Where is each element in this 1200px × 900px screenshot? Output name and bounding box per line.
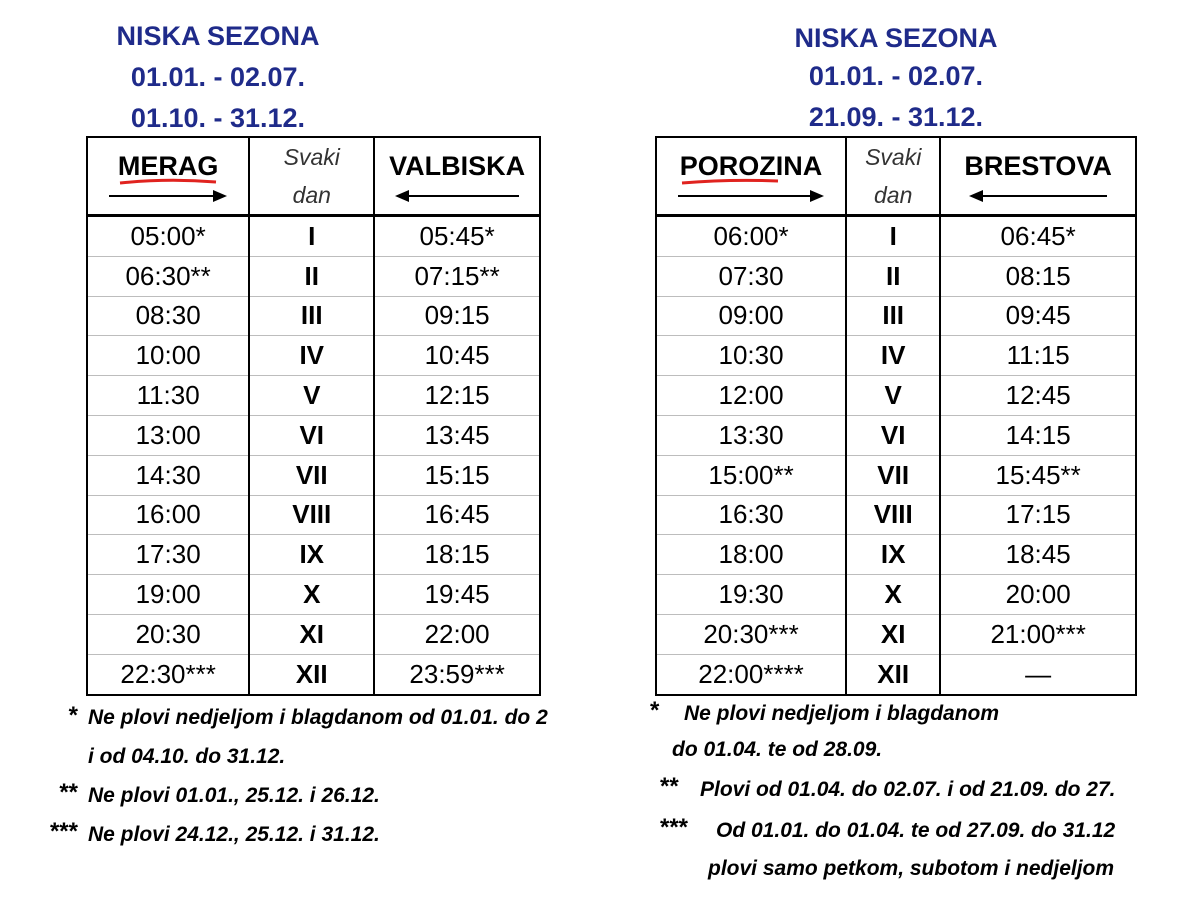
season-period-2: 21.09. - 31.12. bbox=[808, 102, 984, 132]
departure-time: 15:00** bbox=[656, 455, 846, 495]
table-row bbox=[656, 376, 1136, 416]
origin-station: MERAG bbox=[117, 151, 219, 181]
table-row bbox=[87, 415, 540, 455]
trip-number: V bbox=[846, 376, 940, 416]
departure-time: 20:30 bbox=[87, 614, 249, 654]
red-underline-mark bbox=[118, 177, 218, 187]
schedule-table bbox=[655, 136, 1137, 696]
daily-header bbox=[249, 137, 374, 216]
departure-time: 18:00 bbox=[656, 535, 846, 575]
trip-number: XI bbox=[846, 614, 940, 654]
table-row bbox=[656, 654, 1136, 694]
trip-number: V bbox=[249, 376, 374, 416]
footnote-mark: * bbox=[68, 702, 78, 729]
footnote-text: Ne plovi 01.01., 25.12. i 26.12. bbox=[88, 784, 380, 807]
trip-number: IV bbox=[846, 336, 940, 376]
footnote-text: Od 01.01. do 01.04. te od 27.09. do 31.12 bbox=[716, 819, 1116, 842]
table-row bbox=[656, 256, 1136, 296]
return-time: — bbox=[1025, 658, 1052, 689]
table-row bbox=[656, 336, 1136, 376]
timetable-porozina-brestova bbox=[600, 0, 1200, 900]
footnote-text: Ne plovi 24.12., 25.12. i 31.12. bbox=[88, 823, 380, 846]
trip-number: X bbox=[249, 575, 374, 615]
return-time: 23:59*** bbox=[409, 658, 505, 689]
schedule-table bbox=[86, 136, 541, 696]
trip-number: X bbox=[846, 575, 940, 615]
trip-number: I bbox=[846, 216, 940, 257]
table-row bbox=[656, 495, 1136, 535]
return-time: 15:15 bbox=[374, 455, 540, 495]
departure-time: 08:30 bbox=[87, 296, 249, 336]
return-time: 20:00 bbox=[940, 575, 1136, 615]
departure-time: 13:00 bbox=[87, 415, 249, 455]
return-time: 21:00*** bbox=[940, 614, 1136, 654]
departure-time: 14:30 bbox=[87, 455, 249, 495]
table-row bbox=[656, 216, 1136, 257]
departure-time: 09:00 bbox=[656, 296, 846, 336]
return-time: 08:15 bbox=[940, 256, 1136, 296]
return-time: 16:45 bbox=[374, 495, 540, 535]
footnote-text: plovi samo petkom, subotom i nedjeljom bbox=[708, 857, 1115, 880]
table-row bbox=[87, 614, 540, 654]
trip-number: XII bbox=[249, 654, 374, 694]
table-row bbox=[87, 336, 540, 376]
trip-number: IX bbox=[249, 535, 374, 575]
trip-number: VII bbox=[249, 455, 374, 495]
return-time: 12:15 bbox=[374, 376, 540, 416]
table-row bbox=[87, 654, 540, 694]
trip-number: II bbox=[846, 256, 940, 296]
footnote-text: Ne plovi nedjeljom i blagdanom bbox=[684, 702, 1000, 725]
departure-time: 19:00 bbox=[87, 575, 249, 615]
daily-label-1: Svaki bbox=[283, 144, 340, 170]
season-title: NISKA SEZONA bbox=[116, 21, 320, 51]
red-underline-mark bbox=[680, 177, 780, 187]
trip-number: IV bbox=[249, 336, 374, 376]
departure-time: 10:00 bbox=[87, 336, 249, 376]
departure-time: 06:30** bbox=[87, 256, 249, 296]
origin-header bbox=[656, 137, 846, 216]
table-header-row bbox=[87, 137, 540, 216]
return-time: 10:45 bbox=[374, 336, 540, 376]
departure-time: 19:30 bbox=[656, 575, 846, 615]
trip-number: VI bbox=[249, 415, 374, 455]
table-header-row bbox=[656, 137, 1136, 216]
return-time: 12:45 bbox=[940, 376, 1136, 416]
footnote-text: Plovi od 01.04. do 02.07. i od 21.09. do 27. bbox=[700, 778, 1116, 801]
season-title: NISKA SEZONA bbox=[794, 23, 998, 53]
footnote-text: i od 04.10. do 31.12. bbox=[88, 745, 286, 768]
table-row bbox=[87, 256, 540, 296]
return-time: 09:15 bbox=[374, 296, 540, 336]
departure-time: 22:00**** bbox=[656, 654, 846, 694]
trip-number: III bbox=[846, 296, 940, 336]
return-time: 18:45 bbox=[940, 535, 1136, 575]
daily-label-2: dan bbox=[874, 182, 913, 208]
table-row bbox=[656, 296, 1136, 336]
return-time: 15:45** bbox=[940, 455, 1136, 495]
departure-time: 16:00 bbox=[87, 495, 249, 535]
departure-time: 13:30 bbox=[656, 415, 846, 455]
trip-number: VIII bbox=[249, 495, 374, 535]
return-time: 17:15 bbox=[940, 495, 1136, 535]
return-time: 09:45 bbox=[940, 296, 1136, 336]
footnote-mark: *** bbox=[660, 814, 689, 841]
trip-number: II bbox=[249, 256, 374, 296]
table-row bbox=[87, 296, 540, 336]
origin-header bbox=[87, 137, 249, 216]
departure-time: 11:30 bbox=[87, 376, 249, 416]
trip-number: XII bbox=[846, 654, 940, 694]
return-time: 18:15 bbox=[374, 535, 540, 575]
trip-number: I bbox=[249, 216, 374, 257]
trip-number: VI bbox=[846, 415, 940, 455]
return-time: 19:45 bbox=[374, 575, 540, 615]
table-row bbox=[87, 535, 540, 575]
origin-station: POROZINA bbox=[679, 151, 823, 181]
return-time: 06:45* bbox=[940, 216, 1136, 257]
departure-time: 06:00* bbox=[656, 216, 846, 257]
destination-header bbox=[374, 137, 540, 216]
arrow-right-icon bbox=[676, 189, 826, 203]
destination-station: BRESTOVA bbox=[964, 151, 1112, 181]
trip-number: III bbox=[249, 296, 374, 336]
daily-label-1: Svaki bbox=[865, 144, 922, 170]
return-time: 22:00 bbox=[374, 614, 540, 654]
daily-header bbox=[846, 137, 940, 216]
arrow-right-icon bbox=[107, 189, 229, 203]
table-row bbox=[87, 495, 540, 535]
footnote-mark: *** bbox=[49, 818, 78, 845]
footnote-text: do 01.04. te od 28.09. bbox=[672, 738, 883, 761]
table-row bbox=[87, 455, 540, 495]
season-period-1: 01.01. - 02.07. bbox=[130, 62, 306, 92]
return-time: 14:15 bbox=[940, 415, 1136, 455]
destination-header bbox=[940, 137, 1136, 216]
arrow-left-icon bbox=[967, 189, 1109, 203]
season-period-1: 01.01. - 02.07. bbox=[808, 61, 984, 91]
table-row bbox=[656, 614, 1136, 654]
return-time: 11:15 bbox=[940, 336, 1136, 376]
return-time: 13:45 bbox=[374, 415, 540, 455]
daily-label-2: dan bbox=[292, 182, 331, 208]
table-row bbox=[87, 376, 540, 416]
footnote-mark: ** bbox=[59, 779, 78, 806]
footnote-mark: ** bbox=[660, 773, 679, 800]
destination-station: VALBISKA bbox=[389, 151, 526, 181]
departure-time: 10:30 bbox=[656, 336, 846, 376]
return-time: 07:15** bbox=[374, 256, 540, 296]
departure-time: 05:00* bbox=[87, 216, 249, 257]
departure-time: 20:30*** bbox=[656, 614, 846, 654]
return-time: 05:45* bbox=[374, 216, 540, 257]
table-row bbox=[87, 216, 540, 257]
table-row bbox=[87, 575, 540, 615]
season-period-2: 01.10. - 31.12. bbox=[130, 103, 306, 133]
departure-time: 17:30 bbox=[87, 535, 249, 575]
trip-number: VIII bbox=[846, 495, 940, 535]
trip-number: VII bbox=[846, 455, 940, 495]
departure-time: 16:30 bbox=[656, 495, 846, 535]
trip-number: XI bbox=[249, 614, 374, 654]
footnote-text: Ne plovi nedjeljom i blagdanom od 01.01. do 2 bbox=[88, 706, 548, 729]
trip-number: IX bbox=[846, 535, 940, 575]
footnote-mark: * bbox=[650, 697, 660, 724]
departure-time: 22:30*** bbox=[87, 654, 249, 694]
departure-time: 12:00 bbox=[656, 376, 846, 416]
departure-time: 07:30 bbox=[656, 256, 846, 296]
table-row bbox=[656, 455, 1136, 495]
table-row bbox=[656, 535, 1136, 575]
table-row bbox=[656, 415, 1136, 455]
table-row bbox=[656, 575, 1136, 615]
arrow-left-icon bbox=[393, 189, 521, 203]
